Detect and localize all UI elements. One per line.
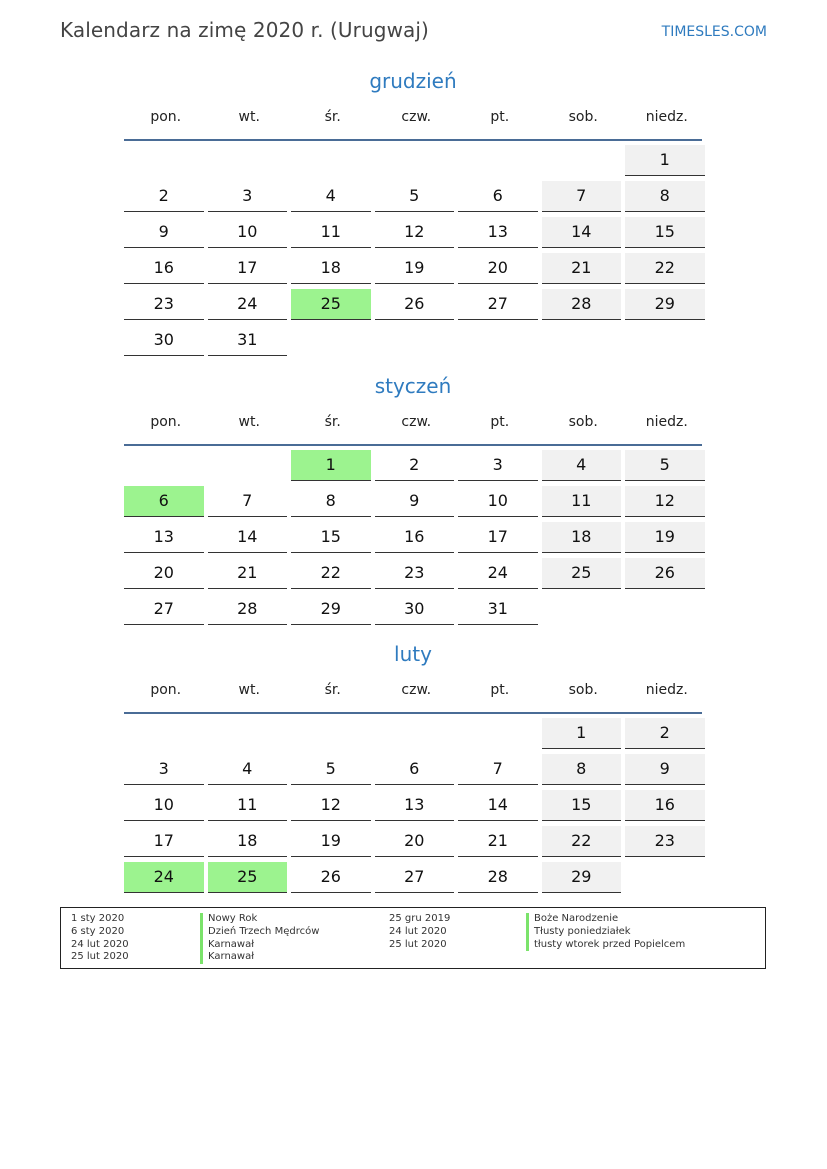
empty-day [375,718,455,748]
legend-holiday-name: Karnawał [200,939,319,952]
day-cell: 26 [375,289,455,320]
legend-holiday-name: tłusty wtorek przed Popielcem [526,939,685,952]
weekday-label: sob. [568,414,598,430]
week-row [124,213,702,249]
day-cell: 2 [124,181,204,212]
day-cell: 31 [208,325,288,356]
day-cell: 15 [291,522,371,553]
month-title: luty [394,642,432,666]
week-row [124,321,702,357]
day-cell: 7 [542,181,622,212]
day-cell: 5 [625,450,705,481]
day-cell: 19 [625,522,705,553]
week-row [124,285,702,321]
legend-date: 24 lut 2020 [71,938,129,950]
week-row [124,177,702,213]
day-cell: 9 [625,754,705,785]
day-cell: 6 [375,754,455,785]
day-cell: 25 [542,558,622,589]
legend-holiday-name: Karnawał [200,951,319,964]
day-cell: 17 [124,826,204,857]
legend-holiday-name: Boże Narodzenie [526,913,685,926]
day-cell: 22 [542,826,622,857]
day-cell: 3 [458,450,538,481]
week-row [124,714,702,750]
day-cell: 29 [291,594,371,625]
weekday-label: niedz. [645,414,688,430]
day-cell: 11 [542,486,622,517]
month-december [124,69,702,357]
day-cell: 8 [625,181,705,212]
day-cell: 9 [124,217,204,248]
day-cell: 14 [208,522,288,553]
day-cell: 30 [124,325,204,356]
legend-date: 24 lut 2020 [389,925,447,937]
day-cell: 14 [458,790,538,821]
day-cell: 4 [208,754,288,785]
weekday-label: sob. [568,682,598,698]
day-cell: 16 [375,522,455,553]
day-cell: 17 [458,522,538,553]
empty-day [208,450,288,480]
day-cell: 11 [291,217,371,248]
day-cell: 22 [291,558,371,589]
holiday-day-cell: 24 [124,862,204,893]
week-row [124,786,702,822]
weekday-label: wt. [238,682,260,698]
day-cell: 29 [625,289,705,320]
day-cell: 14 [542,217,622,248]
day-cell: 10 [124,790,204,821]
holiday-day-cell: 25 [208,862,288,893]
day-cell: 2 [375,450,455,481]
weekday-label: niedz. [645,109,688,125]
day-cell: 18 [291,253,371,284]
week-row [124,518,702,554]
legend-date: 1 sty 2020 [71,913,125,924]
weekday-label: pon. [150,414,182,430]
empty-day [625,862,705,892]
day-cell: 16 [625,790,705,821]
day-cell: 21 [208,558,288,589]
day-cell: 13 [458,217,538,248]
day-cell: 20 [458,253,538,284]
day-cell: 5 [291,754,371,785]
empty-day [542,594,622,624]
weekday-header [124,408,702,446]
day-cell: 21 [458,826,538,857]
weekday-header [124,103,702,141]
weekday-label: pt. [490,414,510,430]
day-cell: 12 [625,486,705,517]
week-row [124,446,702,482]
empty-day [458,325,538,355]
holiday-day-cell: 1 [291,450,371,481]
day-cell: 7 [208,486,288,517]
holiday-day-cell: 6 [124,486,204,517]
empty-day [375,325,455,355]
day-cell: 2 [625,718,705,749]
day-cell: 11 [208,790,288,821]
day-cell: 21 [542,253,622,284]
weekday-label: pon. [150,682,182,698]
day-cell: 28 [542,289,622,320]
day-cell: 5 [375,181,455,212]
day-cell: 23 [375,558,455,589]
day-cell: 18 [542,522,622,553]
day-cell: 27 [375,862,455,893]
legend-date: 25 lut 2020 [71,951,129,963]
empty-day [625,325,705,355]
day-cell: 28 [208,594,288,625]
day-cell: 20 [375,826,455,857]
weekday-label: czw. [401,109,432,125]
empty-day [291,145,371,175]
legend-holiday-name: Nowy Rok [200,913,319,926]
day-cell: 27 [458,289,538,320]
empty-day [625,594,705,624]
legend-left-dates [71,913,129,964]
day-cell: 27 [124,594,204,625]
week-row [124,822,702,858]
day-cell: 18 [208,826,288,857]
legend-right-names [526,913,685,951]
empty-day [375,145,455,175]
weekday-label: sob. [568,109,598,125]
legend-left-names [200,913,319,964]
day-cell: 13 [124,522,204,553]
week-row [124,750,702,786]
holiday-legend [60,907,766,969]
weekday-label: śr. [324,682,341,698]
week-row [124,482,702,518]
day-cell: 1 [542,718,622,749]
day-cell: 24 [458,558,538,589]
weekday-label: pt. [490,682,510,698]
day-cell: 3 [124,754,204,785]
day-cell: 19 [375,253,455,284]
weekday-label: wt. [238,109,260,125]
day-cell: 13 [375,790,455,821]
day-cell: 9 [375,486,455,517]
week-row [124,858,702,894]
weekday-label: niedz. [645,682,688,698]
weekday-label: śr. [324,414,341,430]
brand-link[interactable]: TIMESLES.COM [661,24,767,40]
day-cell: 24 [208,289,288,320]
month-title: grudzień [369,69,457,93]
empty-day [291,718,371,748]
day-cell: 29 [542,862,622,893]
week-row [124,554,702,590]
day-cell: 19 [291,826,371,857]
day-cell: 17 [208,253,288,284]
empty-day [458,145,538,175]
legend-holiday-name: Dzień Trzech Mędrców [200,926,319,939]
day-cell: 15 [625,217,705,248]
empty-day [291,325,371,355]
legend-holiday-name: Tłusty poniedziałek [526,926,685,939]
day-cell: 22 [625,253,705,284]
week-row [124,141,702,177]
empty-day [542,325,622,355]
weekday-label: wt. [238,414,260,430]
empty-day [542,145,622,175]
empty-day [208,718,288,748]
legend-right-dates [389,913,450,951]
weekday-label: pt. [490,109,510,125]
day-cell: 30 [375,594,455,625]
empty-day [124,145,204,175]
day-cell: 16 [124,253,204,284]
day-cell: 1 [625,145,705,176]
day-cell: 10 [208,217,288,248]
day-cell: 7 [458,754,538,785]
empty-day [458,718,538,748]
day-cell: 12 [375,217,455,248]
legend-date: 6 sty 2020 [71,925,125,937]
legend-date: 25 gru 2019 [389,913,451,924]
empty-day [124,718,204,748]
day-cell: 31 [458,594,538,625]
day-cell: 23 [625,826,705,857]
day-cell: 4 [542,450,622,481]
weekday-label: czw. [401,682,432,698]
day-cell: 8 [542,754,622,785]
day-cell: 26 [625,558,705,589]
month-january [124,374,702,626]
day-cell: 15 [542,790,622,821]
empty-day [124,450,204,480]
day-cell: 4 [291,181,371,212]
month-february [124,642,702,894]
day-cell: 10 [458,486,538,517]
empty-day [208,145,288,175]
day-cell: 23 [124,289,204,320]
day-cell: 3 [208,181,288,212]
day-cell: 26 [291,862,371,893]
weekday-label: pon. [150,109,182,125]
day-cell: 12 [291,790,371,821]
holiday-day-cell: 25 [291,289,371,320]
weekday-label: czw. [401,414,432,430]
day-cell: 8 [291,486,371,517]
weekday-header [124,676,702,714]
month-title: styczeń [374,374,452,398]
week-row [124,249,702,285]
day-cell: 6 [458,181,538,212]
day-cell: 20 [124,558,204,589]
week-row [124,590,702,626]
weekday-label: śr. [324,109,341,125]
page-title: Kalendarz na zimę 2020 r. (Urugwaj) [60,18,429,42]
day-cell: 28 [458,862,538,893]
legend-date: 25 lut 2020 [389,938,447,950]
